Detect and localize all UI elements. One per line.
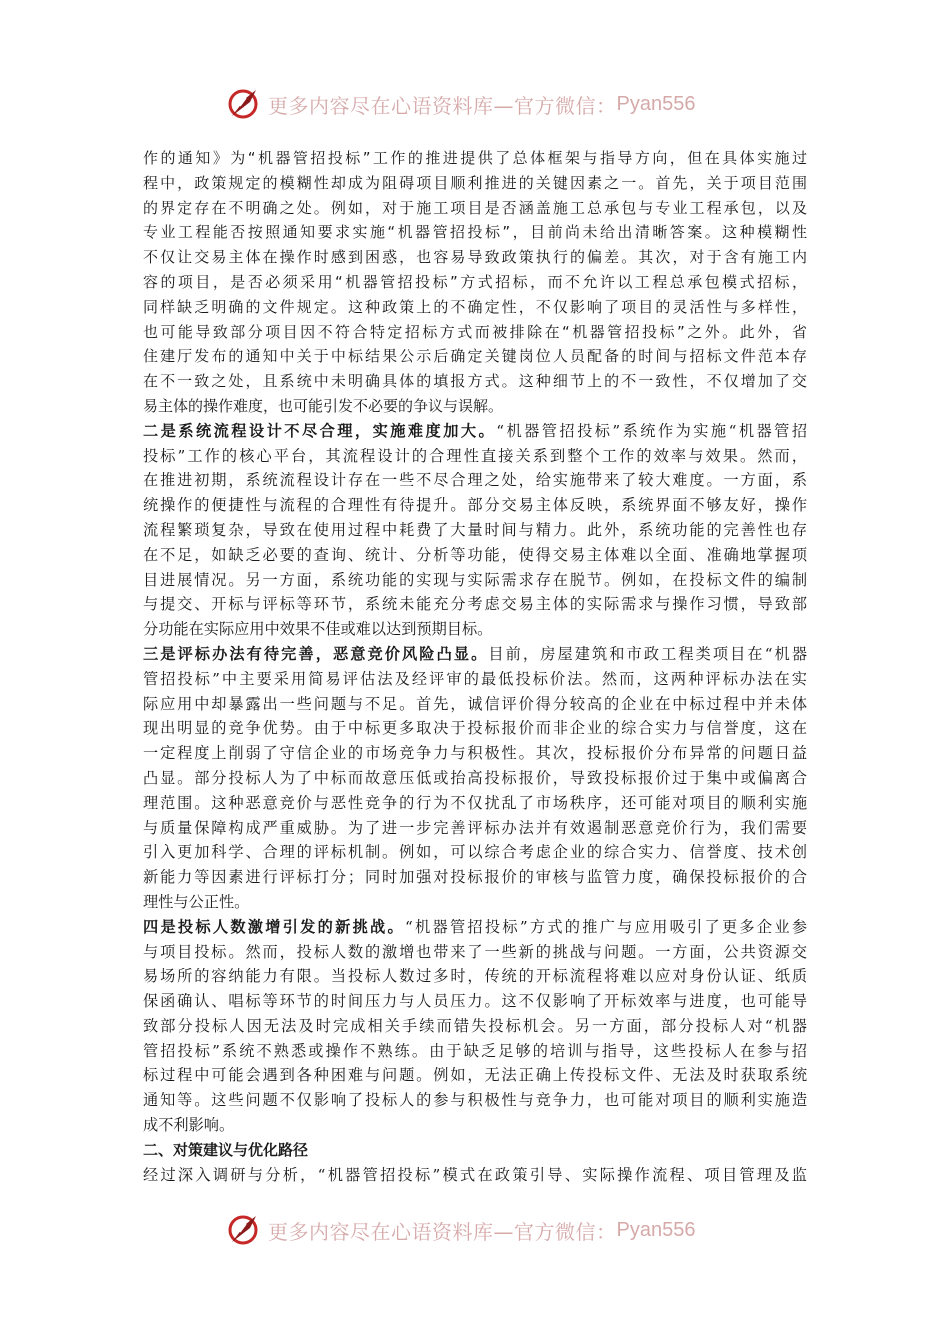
brush-logo-icon [226, 86, 262, 122]
section-first-line [143, 642, 807, 667]
text-line: 管招投标”中主要采用简易评估法及经评审的最低投标价法。然而，这两种评标办法在实 [143, 669, 807, 688]
text-line: 保函确认、唱标等环节的时间压力与人员压力。这不仅影响了开标效率与进度，也可能导 [143, 992, 807, 1011]
text-line: 致部分投标人因无法及时完成相关手续而错失投标机会。另一方面，部分投标人对“机器 [143, 1016, 807, 1035]
section-heading: 四是投标人数激增引发的新挑战。 [143, 917, 405, 936]
footer-banner [226, 1210, 726, 1250]
section-first-line [143, 915, 807, 940]
text-line: 新能力等因素进行评标打分；同时加强对投标报价的审核与监管力度，确保投标报价的合 [143, 868, 807, 887]
text-line: 在不一致之处，且系统中未明确具体的填报方式。这种细节上的不一致性，不仅增加了交 [143, 372, 807, 391]
brush-logo-icon [226, 1212, 262, 1248]
text-line: 的界定存在不明确之处。例如，对于施工项目是否涵盖施工总承包与专业工程承包，以及 [143, 198, 807, 217]
text-line: 作的通知》为“机器管招投标”工作的推进提供了总体框架与指导方向，但在具体实施过 [143, 149, 807, 167]
text-line: 在不足，如缺乏必要的查询、统计、分析等功能，使得交易主体难以全面、准确地掌握项 [143, 545, 807, 564]
section-heading: 二是系统流程设计不尽合理，实施难度加大。 [143, 421, 497, 440]
banner-text: 更多内容尽在心语资料库—官方微信： [268, 1219, 617, 1244]
text-line: 与提交、开标与评标等环节，系统未能充分考虑交易主体的实际需求与操作习惯，导致部 [143, 595, 807, 614]
text-line: 专业工程能否按照通知要求实施“机器管招投标”，目前尚未给出清晰答案。这种模糊性 [143, 223, 807, 242]
text-run: “机器管招投标”方式的推广与应用吸引了更多企业参 [404, 917, 807, 936]
header-banner [226, 84, 726, 124]
chapter-heading: 二、对策建议与优化路径 [143, 1140, 309, 1159]
section-heading: 三是评标办法有待完善，恶意竞价风险凸显。 [143, 644, 489, 663]
text-run: “机器管招投标”系统作为实施“机器管招 [496, 421, 807, 440]
text-line: 同样缺乏明确的文件规定。这种政策上的不确定性，不仅影响了项目的灵活性与多样性， [143, 297, 807, 316]
text-line: 投标”工作的核心平台，其流程设计的合理性直接关系到整个工作的效率与效果。然而， [143, 446, 807, 465]
text-line: 际应用中却暴露出一些问题与不足。首先，诚信评价得分较高的企业在中标过程中并未体 [143, 694, 807, 713]
text-line: 目进展情况。另一方面，系统功能的实现与实际需求存在脱节。例如，在投标文件的编制 [143, 570, 807, 589]
text-line: 凸显。部分投标人为了中标而故意压低或抬高投标报价，导致投标报价过于集中或偏离合 [143, 768, 807, 787]
text-line: 不仅让交易主体在操作时感到困惑，也容易导致政策执行的偏差。其次，对于含有施工内 [143, 248, 807, 267]
text-line: 易场所的容纳能力有限。当投标人数过多时，传统的开标流程将难以应对身份认证、纸质 [143, 967, 807, 986]
text-line: 标过程中可能会遇到各种困难与问题。例如，无法正确上传投标文件、无法及时获取系统 [143, 1066, 807, 1085]
text-line: 理范围。这种恶意竞价与恶性竞争的行为不仅扰乱了市场秩序，还可能对项目的顺利实施 [143, 793, 807, 812]
document-body [143, 146, 807, 1187]
text-line: 容的项目，是否必须采用“机器管招投标”方式招标，而不允许以工程总承包模式招标， [143, 272, 807, 291]
text-line: 成不利影响。 [143, 1116, 235, 1135]
text-line: 一定程度上削弱了守信企业的市场竞争力与积极性。其次，投标报价分布异常的问题日益 [143, 744, 807, 763]
text-line: 易主体的操作难度，也可能引发不必要的争议与误解。 [143, 396, 504, 415]
wechat-id: Pyan556 [616, 92, 696, 115]
text-line: 经过深入调研与分析，“机器管招投标”模式在政策引导、实际操作流程、项目管理及监 [143, 1165, 807, 1184]
text-line: 分功能在实际应用中效果不佳或难以达到预期目标。 [143, 620, 493, 639]
text-line: 管招投标”系统不熟悉或操作不熟练。由于缺乏足够的培训与指导，这些投标人在参与招 [143, 1041, 807, 1060]
text-line: 程中，政策规定的模糊性却成为阻碍项目顺利推进的关键因素之一。首先，关于项目范围 [143, 173, 807, 192]
section-first-line [143, 419, 807, 444]
text-line: 现出明显的竞争优势。由于中标更多取决于投标报价而非企业的综合实力与信誉度，这在 [143, 719, 807, 738]
text-line: 在推进初期，系统流程设计存在一些不尽合理之处，给实施带来了较大难度。一方面，系 [143, 471, 807, 490]
text-run: 目前，房屋建筑和市政工程类项目在“机器 [488, 644, 807, 663]
text-line: 也可能导致部分项目因不符合特定招标方式而被排除在“机器管招投标”之外。此外，省 [143, 322, 807, 341]
text-line: 住建厅发布的通知中关于中标结果公示后确定关键岗位人员配备的时间与招标文件范本存 [143, 347, 807, 366]
text-line: 引入更加科学、合理的评标机制。例如，可以综合考虑企业的综合实力、信誉度、技术创 [143, 843, 807, 862]
text-line: 流程繁琐复杂，导致在使用过程中耗费了大量时间与精力。此外，系统功能的完善性也存 [143, 520, 807, 539]
text-line: 理性与公正性。 [143, 892, 250, 911]
text-line: 与质量保障构成严重威胁。为了进一步完善评标办法并有效遏制恶意竞价行为，我们需要 [143, 818, 807, 837]
wechat-id: Pyan556 [616, 1218, 696, 1241]
text-line: 与项目投标。然而，投标人数的激增也带来了一些新的挑战与问题。一方面，公共资源交 [143, 942, 807, 961]
text-line: 通知等。这些问题不仅影响了投标人的参与积极性与竞争力，也可能对项目的顺利实施造 [143, 1091, 807, 1110]
banner-text: 更多内容尽在心语资料库—官方微信： [268, 93, 617, 118]
text-line: 统操作的便捷性与流程的合理性有待提升。部分交易主体反映，系统界面不够友好，操作 [143, 496, 807, 515]
